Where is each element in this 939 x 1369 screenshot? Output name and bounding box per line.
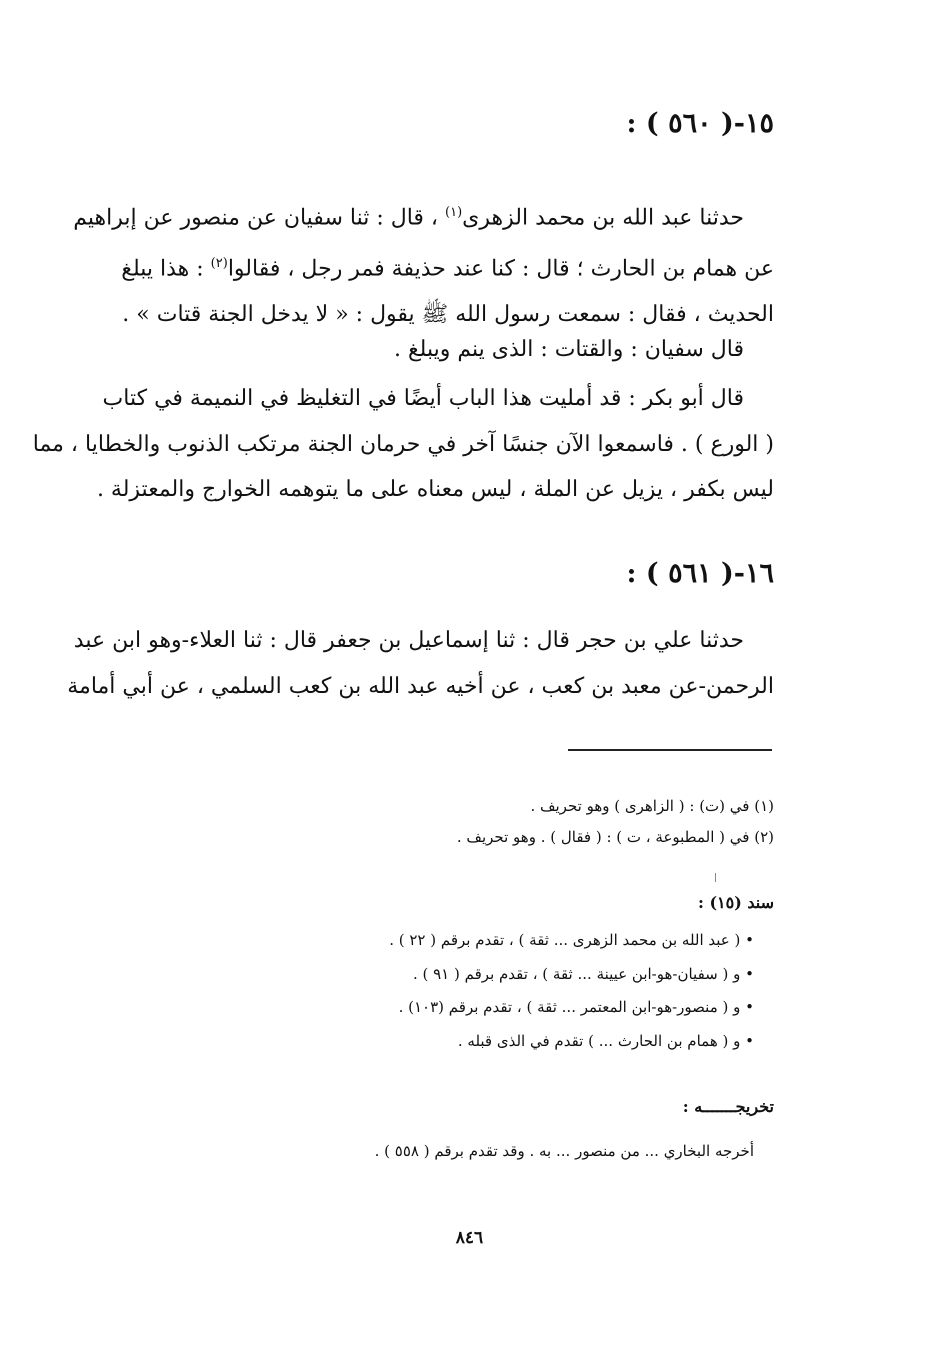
takhrij-text: [194, 1136, 754, 1167]
takhrij-line: أخرجه البخاري ... من منصور ... به . وقد تقدم برقم ( ٥٥٨ ) .: [374, 1142, 754, 1160]
text-line: الرحمن-عن معبد بن كعب ، عن أخيه عبد الله بن كعب السلمي ، عن أبي أمامة: [67, 673, 774, 699]
text-line: حدثنا عبد الله بن محمد الزهرى$^{(١)}$ ، قال : ثنا سفيان عن منصور عن إبراهيم: [73, 205, 744, 231]
footnotes: [214, 791, 774, 853]
text-line: ليس بكفر ، يزيل عن الملة ، ليس معناه على ما يتوهمه الخوارج والمعتزلة .: [96, 477, 774, 502]
takhrij-heading: تخريجـــــــه :: [682, 1097, 774, 1116]
footnote-1: (١) في (ت) : ( الزاهرى ) وهو تحريف .: [530, 797, 774, 815]
text-line: عن همام بن الحارث ؛ قال : كنا عند حذيفة فمر رجل ، فقالوا$^{(٢)}$ : هذا يبلغ: [121, 255, 774, 282]
footnote-marker: (١): [445, 205, 463, 220]
text-line: قال سفيان : والقتات : الذى ينم ويبلغ .: [393, 337, 744, 362]
section-16-paragraph-1: [67, 618, 774, 709]
section-15-heading: ١٥-( ٥٦٠ ) :: [626, 108, 774, 139]
section-15-paragraph-3: [32, 376, 774, 513]
sanad-item: • ( عبد الله بن محمد الزهرى ... ثقة ) ، تقدم برقم ( ٢٢ ) .: [389, 931, 754, 949]
page-number: ٨٤٦: [455, 1228, 484, 1248]
text-line: حدثنا علي بن حجر قال : ثنا إسماعيل بن جعفر قال : ثنا العلاء-وهو ابن عبد: [73, 628, 744, 653]
scan-mark: [715, 873, 716, 882]
sanad-heading: سند (١٥) :: [697, 893, 774, 912]
sanad-item: • و ( همام بن الحارث ... ) تقدم في الذى قبله .: [457, 1031, 754, 1050]
sanad-item: • و ( سفيان-هو-ابن عيينة ... ثقة ) ، تقدم برقم ( ٩١ ) .: [412, 964, 754, 983]
footnote-divider: [568, 749, 772, 751]
section-15-paragraph-2: [112, 327, 774, 373]
section-16-heading: ١٦-( ٥٦١ ) :: [626, 558, 774, 589]
footnote-2: (٢) في ( المطبوعة ، ت ) : ( فقال ) . وهو تحريف .: [456, 828, 774, 846]
sanad-item: • و ( منصور-هو-ابن المعتمر ... ثقة ) ، تقدم برقم (١٠٣) .: [398, 998, 754, 1016]
sanad-list: [214, 924, 754, 1058]
text-line: ( الورع ) . فاسمعوا الآن جنسًا آخر في حرمان الجنة مرتكب الذنوب والخطايا ، مما: [32, 431, 774, 457]
section-15-paragraph-1: [73, 190, 774, 337]
text-line: قال أبو بكر : قد أمليت هذا الباب أيضًا في التغليظ في النميمة في كتاب: [102, 386, 744, 411]
text-line: الحديث ، فقال : سمعت رسول الله ﷺ يقول : « لا يدخل الجنة قتات » .: [122, 301, 774, 327]
footnote-marker: (٢): [210, 255, 228, 271]
